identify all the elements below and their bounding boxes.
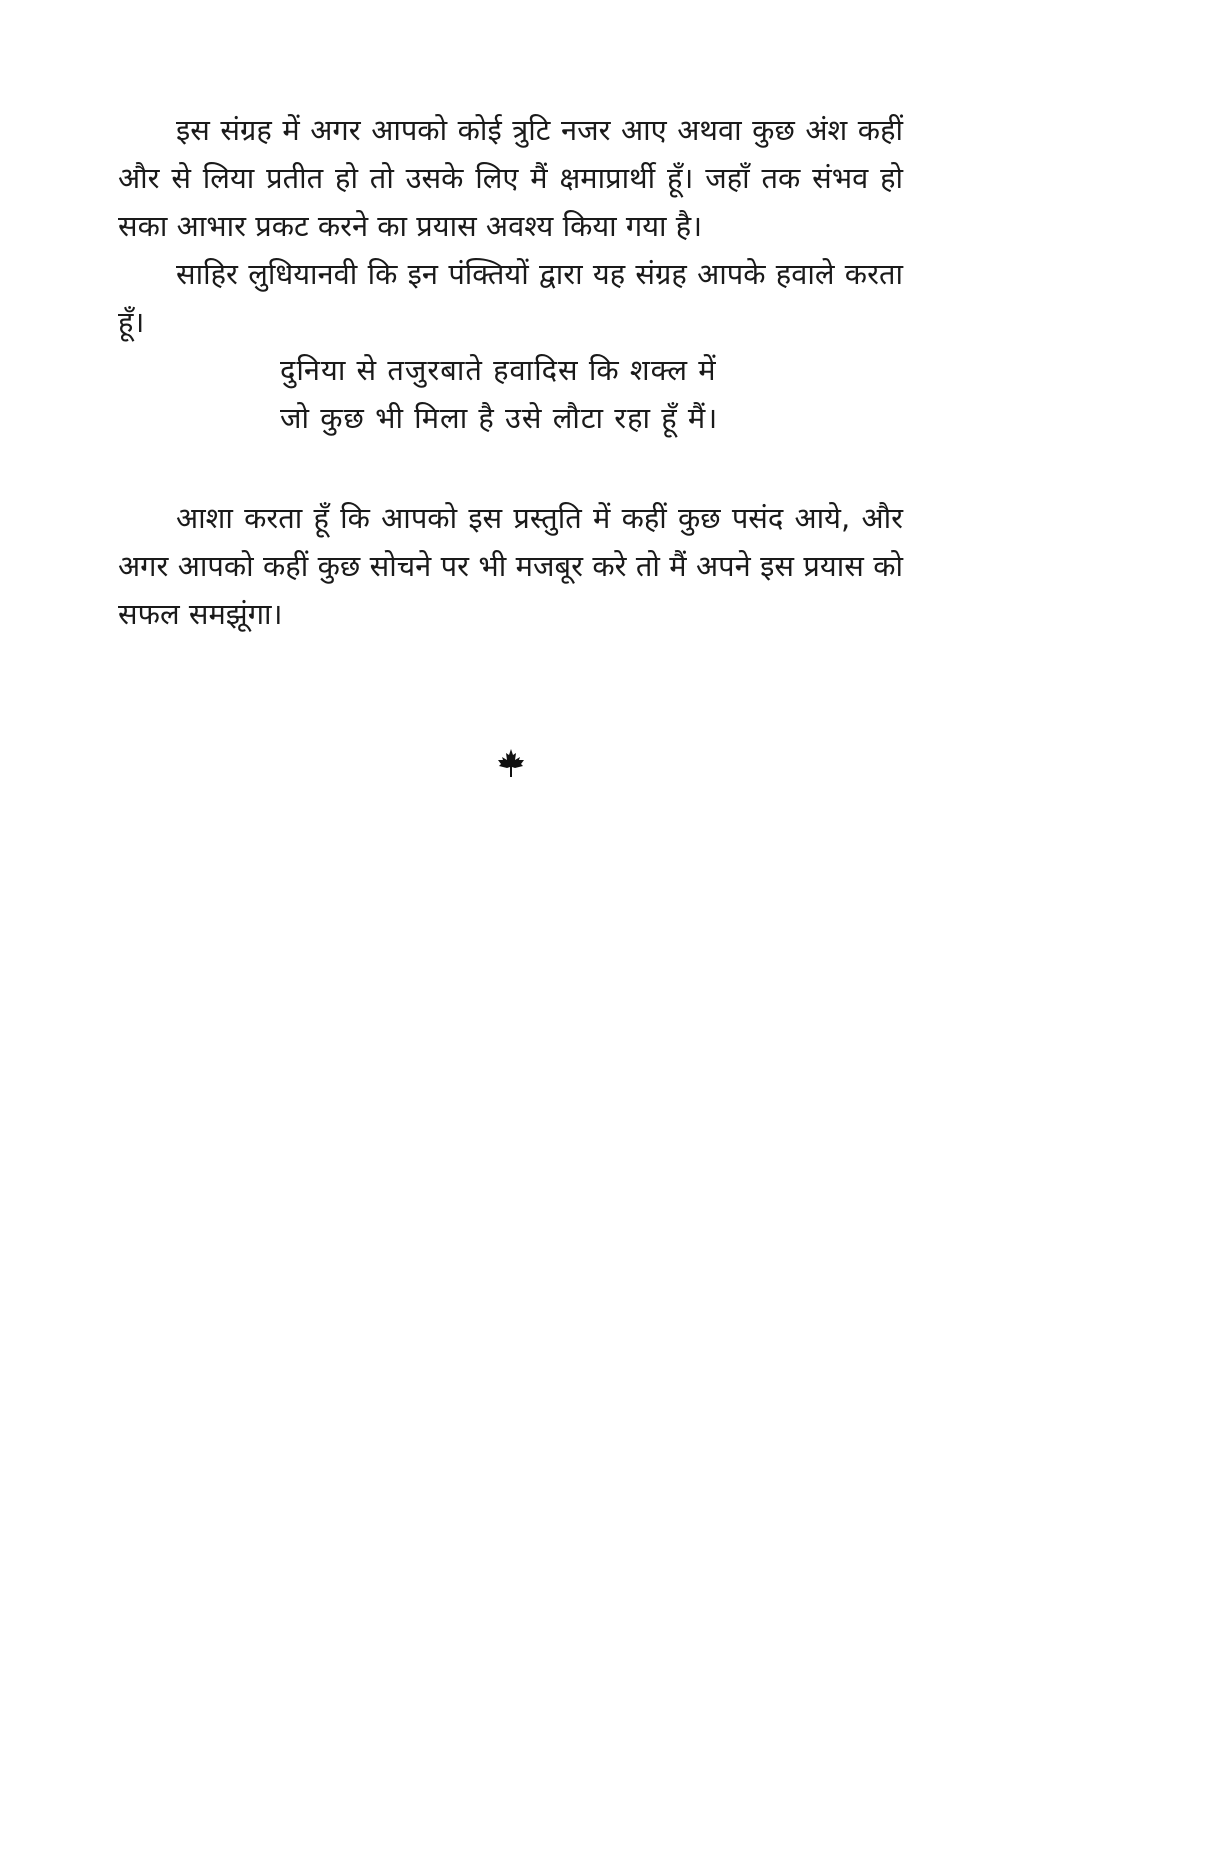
- paragraph-2-line-1: साहिर लुधियानवी कि इन पंक्तियों द्वारा यह संग्रह आपके हवाले करता: [176, 257, 903, 291]
- paragraph-1-line-1: इस संग्रह में अगर आपको कोई त्रुटि नजर आए अथवा कुछ अंश कहीं: [176, 113, 903, 147]
- paragraph-2-line-2: हूँ।: [118, 305, 145, 339]
- paragraph-3-line-3: सफल समझूंगा।: [118, 597, 283, 631]
- paragraph-1-line-2: और से लिया प्रतीत हो तो उसके लिए मैं क्षमाप्रार्थी हूँ। जहाँ तक संभव हो: [118, 161, 903, 195]
- verse-line-1: दुनिया से तजुरबाते हवादिस कि शक्ल में: [280, 353, 717, 387]
- maple-leaf-icon: [496, 748, 526, 778]
- paragraph-3-line-2: अगर आपको कहीं कुछ सोचने पर भी मजबूर करे तो मैं अपने इस प्रयास को: [118, 549, 903, 583]
- verse-line-2: जो कुछ भी मिला है उसे लौटा रहा हूँ मैं।: [280, 401, 719, 435]
- paragraph-1-line-3: सका आभार प्रकट करने का प्रयास अवश्य किया गया है।: [118, 209, 703, 243]
- paragraph-3-line-1: आशा करता हूँ कि आपको इस प्रस्तुति में कहीं कुछ पसंद आये, और: [176, 501, 903, 535]
